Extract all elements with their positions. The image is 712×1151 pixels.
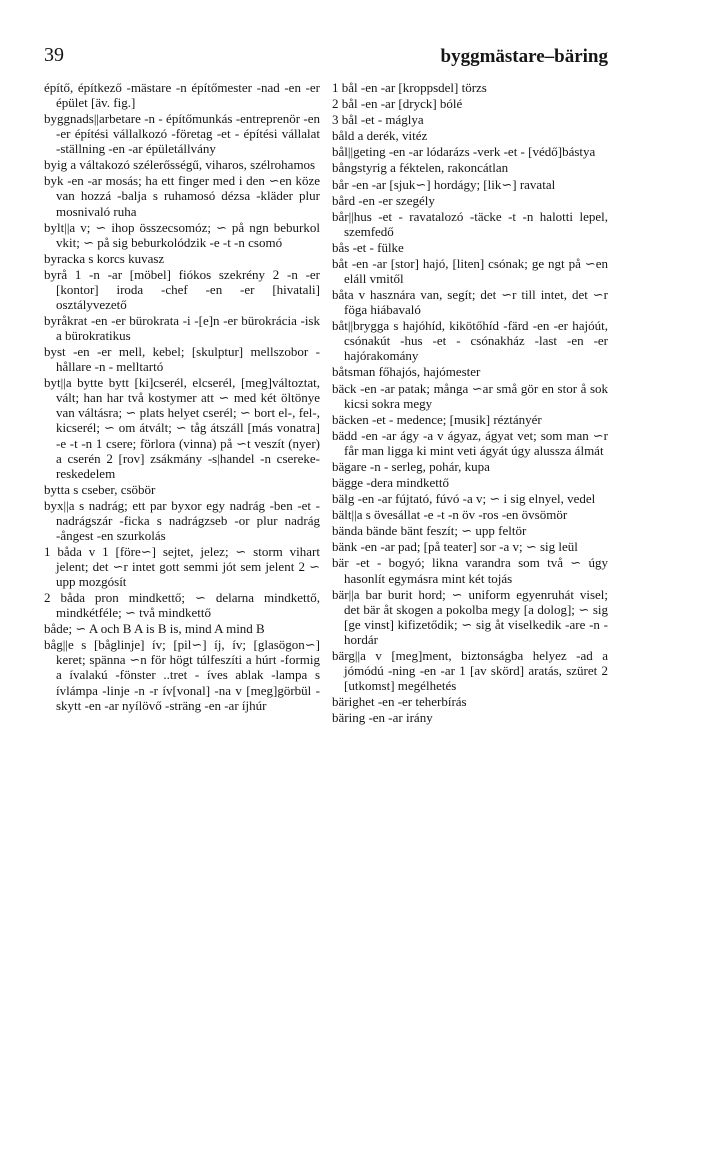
entry: byracka s korcs kuvasz	[44, 250, 165, 266]
entry: 2 bål -en -ar [dryck] bólé	[332, 96, 463, 112]
entry: bälg -en -ar fújtató, fúvó -a v; ∽ i sig elnyel, vedel	[332, 491, 596, 507]
entry: byrå 1 -n -ar [möbel] fiókos szekrény 2 -n -er [kontor] iroda -chef -en -er [hivatali] osztályvezető	[44, 266, 320, 312]
entry: båld a derék, vitéz	[332, 128, 428, 144]
entry: byk -en -ar mosás; ha ett finger med i den ∽en köze van hozzá -balja s ruhamosó dézsa -kläder plur mosnivaló ruha	[44, 173, 320, 219]
entry: bår||hus -et - ravatalozó -täcke -t -n halotti lepel, szemfedő	[332, 208, 608, 239]
entry: byx||a s nadrág; ett par byxor egy nadrág -ben -et - nadrágszár -ficka s nadrágzseb -or plur nadrág -ångest -en szurkolás	[44, 497, 320, 543]
entry: bås -et - fülke	[332, 239, 404, 255]
entry: 1 bål -en -ar [kroppsdel] törzs	[332, 80, 487, 95]
entry: både; ∽ A och B A is B is, mind A mind B	[44, 621, 265, 637]
running-head: byggmästare–bäring	[440, 46, 608, 67]
entry: bård -en -er szegély	[332, 192, 435, 208]
entry: båt||brygga s hajóhíd, kikötőhíd -färd -en -er hajóút, csónakút -hus -et - csónakház -last -en -er hajórakomány	[332, 318, 608, 364]
entry: båta v hasznára van, segít; det ∽r till intet, det ∽r föga hiábavaló	[332, 287, 608, 318]
entry: bylt||a v; ∽ ihop összecsomóz; ∽ på ngn beburkol vkit; ∽ på sig beburkolódzik -e -t -n csomó	[44, 219, 320, 250]
entry: bägge -dera mindkettő	[332, 475, 449, 491]
entry: båtsman főhajós, hajómester	[332, 364, 481, 380]
entry: bänk -en -ar pad; [på teater] sor -a v; ∽ sig leül	[332, 539, 578, 555]
right-column	[332, 80, 608, 726]
entry: bägare -n - serleg, pohár, kupa	[332, 458, 490, 474]
entry: byggnads||arbetare -n - építőmunkás -entreprenör -en -er építési vállalkozó -företag -et - építési vállalat -ställning -en -ar épületállvány	[44, 111, 320, 157]
entry: építő, építkező -mästare -n építőmester -nad -en -er épület [äv. fig.]	[44, 80, 320, 111]
entry: bångstyrig a féktelen, rakoncátlan	[332, 160, 509, 176]
entry: bärg||a v [meg]ment, biztonságba helyez -ad a jómódú -ning -en -ar 1 [av skörd] aratás, szüret 2 [utkomst] megélhetés	[332, 647, 608, 693]
entry: byt||a bytte bytt [ki]cserél, elcserél, [meg]változtat, vált; han har två kostymer att ∽ med két öltönye van váltásra; ∽ plats helyet cserél; ∽ bort el-, fel-, kicserél; ∽ om átvált; ∽ tåg átszáll [más vonatra] -e -t -n 1 csere; förlora (vinna) på ∽t veszít (nyer) a cserén 2 [rov] zsákmány -s|handel -n cserekereskedelem	[44, 375, 320, 481]
entry: 1 båda v 1 [före∽] sejtet, jelez; ∽ storm vihart jelent; det ∽r intet gott semmi jót sem jelent 2 ∽ upp mozgósít	[44, 543, 320, 590]
page-number: 39	[44, 44, 64, 66]
entry: 3 bål -et - máglya	[332, 112, 424, 128]
entry: byråkrat -en -er bürokrata -i -[e]n -er bürokrácia -isk a bürokratikus	[44, 313, 320, 344]
entry: byig a váltakozó szélerősségű, viharos, szélrohamos	[44, 157, 316, 173]
entry: bäring -en -ar irány	[332, 710, 433, 726]
entry: bål||geting -en -ar lódarázs -verk -et - [védő]bástya	[332, 144, 596, 160]
entry: bäcken -et - medence; [musik] réztányér	[332, 411, 542, 427]
entry: bär -et - bogyó; likna varandra som två ∽ úgy hasonlít egymásra mint két tojás	[332, 555, 608, 586]
entry: bädd -en -ar ágy -a v ágyaz, ágyat vet; som man ∽r får man ligga ki mint veti ágyát úgy alussza álmát	[332, 427, 608, 458]
entry: bält||a s övesállat -e -t -n öv -ros -en övsömör	[332, 507, 568, 523]
entry: bytta s cseber, csöbör	[44, 481, 156, 497]
entry: bär||a bar burit hord; ∽ uniform egyenruhát visel; det bär åt skogen a pokolba megy [a dolog]; ∽ sig [ge vinst] kifizetődik; ∽ sig åt viselkedik -are -n - hordár	[332, 586, 608, 647]
entry: byst -en -er mell, kebel; [skulptur] mellszobor -hållare -n - melltartó	[44, 344, 320, 375]
left-column	[44, 80, 320, 714]
entry: bår -en -ar [sjuk∽] hordágy; [lik∽] ravatal	[332, 176, 556, 192]
entry: bärighet -en -er teherbírás	[332, 694, 467, 710]
entry: bända bände bänt feszít; ∽ upp feltör	[332, 523, 527, 539]
entry: båt -en -ar [stor] hajó, [liten] csónak; ge ngt på ∽en eláll vmitől	[332, 255, 608, 287]
entry: 2 båda pron mindkettő; ∽ delarna mindkettő, mindkétféle; ∽ två mindkettő	[44, 590, 320, 621]
entry: bäck -en -ar patak; många ∽ar små gör en stor å sok kicsi sokra megy	[332, 380, 608, 411]
entry: båg||e s [båglinje] ív; [pil∽] íj, ív; [glasögon∽] keret; spänna ∽n för högt túlfeszíti a húrt -formig a ívalakú -fönster ..tret - íves ablak -lampa s ívlámpa -linje -n -r ív[vonal] -na v [meg]görbül -skytt -en -ar nyílövő -sträng -en -ar íjhúr	[44, 637, 320, 713]
